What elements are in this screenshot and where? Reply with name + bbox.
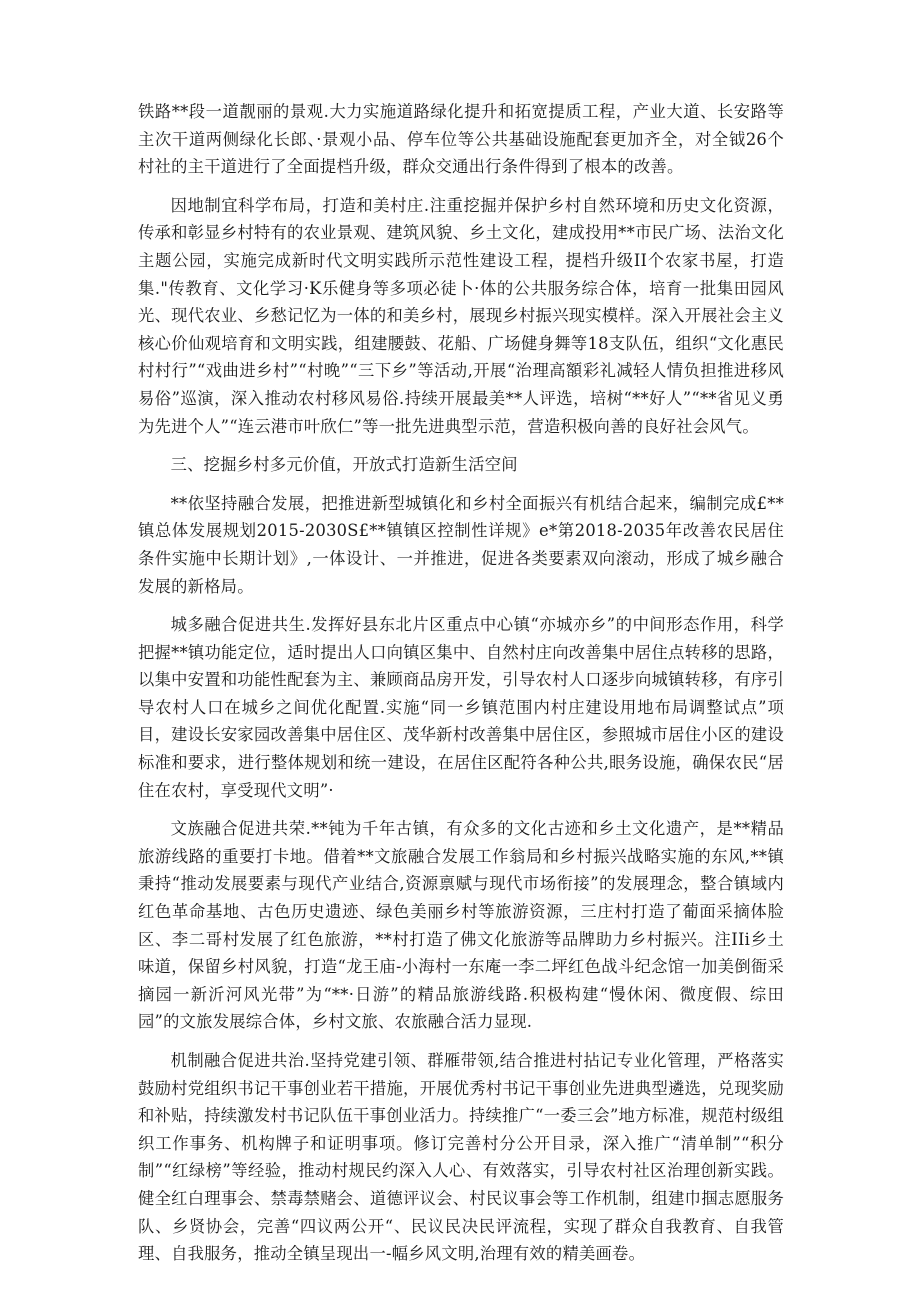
paragraph-village-layout: 因地制宜科学布局，打造和美村庄.注重挖掘并保护乡村自然环境和历史文化资源，传承和彰显乡村特有的农业景观、建筑风貌、乡土文化，建成投用**市民广场、法治文化主题公园，实施完成新时代文明实践所示范性建设工程，提档升级II个农家书屋，打造集."传教育、文化学习·K乐健身等多项必徒卜·体的公共服务综合体，培育一批集田园风光、现代农业、乡愁记忆为一体的和美乡村，展现乡村振兴现实模样。深入开展社会主义核心价仙观培育和文明实践，组建腰鼓、花船、广场健身舞等18支队伍，组织“文化惠民村村行”“戏曲进乡村”“村晚”“三下乡”等活动,开展“治理高額彩礼减轻人情负担推进移风易俗”巡演，深入推动农村移风易俗.持续开展最美**人评选，培树“**好人”“**省见义勇为先进个人”“连云港市叶欣仁”等一批先进典型示范，营造积极向善的良好社会风气。 (138, 195, 784, 436)
document-body (138, 98, 784, 1279)
paragraph-mechanism-integration: 机制融合促进共治.坚持党建引领、群雁带领,结合推进村拈记专业化管理，严格落实鼓励村党组织书记干事创业若干措施，开展优秀村书记干事创业先进典型遴选，兑现奖励和补贴，持续激发村书记队伍干事创业活力。持续推广“一委三会”地方标准，规范村级组织工作事务、机构牌子和证明事项。修订完善村分公开目录，深入推广“清单制”“积分制”“红绿榜”等经验，推动村规民约深入人心、有效落实，引导农村社区治理创新实践。健全红白理事会、禁毒禁赌会、道德评议会、村民议事会等工作机制，组建巾掴志愿服务队、乡贤协会，完善“四议两公开“、民议民决民评流程，实现了群众自我教育、自我管理、自我服务，推动全镇呈现出一-幅乡风文明,治理有效的精美画卷。 (138, 1051, 784, 1264)
paragraph-continued-road-greening: 铁路**段一道靓丽的景观.大力实施道路绿化提升和拓宽提质工程，产业大道、长安路等主次干道两侧绿化长郎、·景观小品、停车位等公共基础设施配套更加齐全，对全钺26个村社的主干道进行了全面提档升级，群众交通出行条件得到了根本的改善。 (138, 102, 784, 177)
paragraph-urban-rural-integration: 城多融合促进共生.发挥好县东北片区重点中心镇“亦城亦乡”的中间形态作用，科学把握**镇功能定位，适时提出人口向镇区集中、自然村庄向改善集中居住点转移的思路，以集中安置和功能性配套为主、兼顾商品房开发，引导农村人口逐步向城镇转移，有序引导农村人口在城乡之间优化配置.实施“同一乡镇范围内村庄建设用地布局调整试点”项目，建设长安家园改善集中居住区、茂华新村改善集中居住区，参照城市居住小区的建设标准和要求，进行整体规划和统一建设，在居住区配符各种公共,眼务设施，确保农民“居住在农村，享受现代文明”· (138, 615, 784, 800)
section-heading: 三、挖掘乡村多元价值，开放式打造新生活空间 (170, 455, 518, 475)
paragraph-culture-tourism-integration: 文族融合促进共荣.**钝为千年古镇，有众多的文化古迹和乡土文化遗产，是**精品旅游线路的重要打卡地。借着**文旅融合发展工作翁局和乡村振兴战略实施的东风,**镇秉持“推动发展要素与现代产业结合,资源禀赋与现代市场衔接”的发展理念，整合镇域内红色革命基地、古色历史遗迹、绿色美丽乡村等旅游资源，三庄村打造了葡面采摘体脸区、李二哥村发展了红色旅游，**村打造了佛文化旅游等品牌助力乡村振兴。注IIi乡土味道，保留乡村风貌，打造“龙王庙-小海村一东庵一李二坪红色战斗纪念馆一加美倒衙采摘园一新沂河风光带”为“**·日游”的精品旅游线路.积极构建“慢休闲、微度假、综田园”的文旅发展综合体，乡村文旅、农旅融合活力显现. (138, 819, 784, 1032)
paragraph-integrated-development: **依坚持融合发展，把推进新型城镇化和乡村全面振兴有机结合起来，编制完成£**镇总体发展规划2015-2030S£**镇镇区控制性详规》e*第2018-2035年改善农民居住条件实施中长期计划》,一体设计、一并推进，促进各类要素双向滚动，形成了城乡融合发展的新格局。 (138, 493, 784, 596)
